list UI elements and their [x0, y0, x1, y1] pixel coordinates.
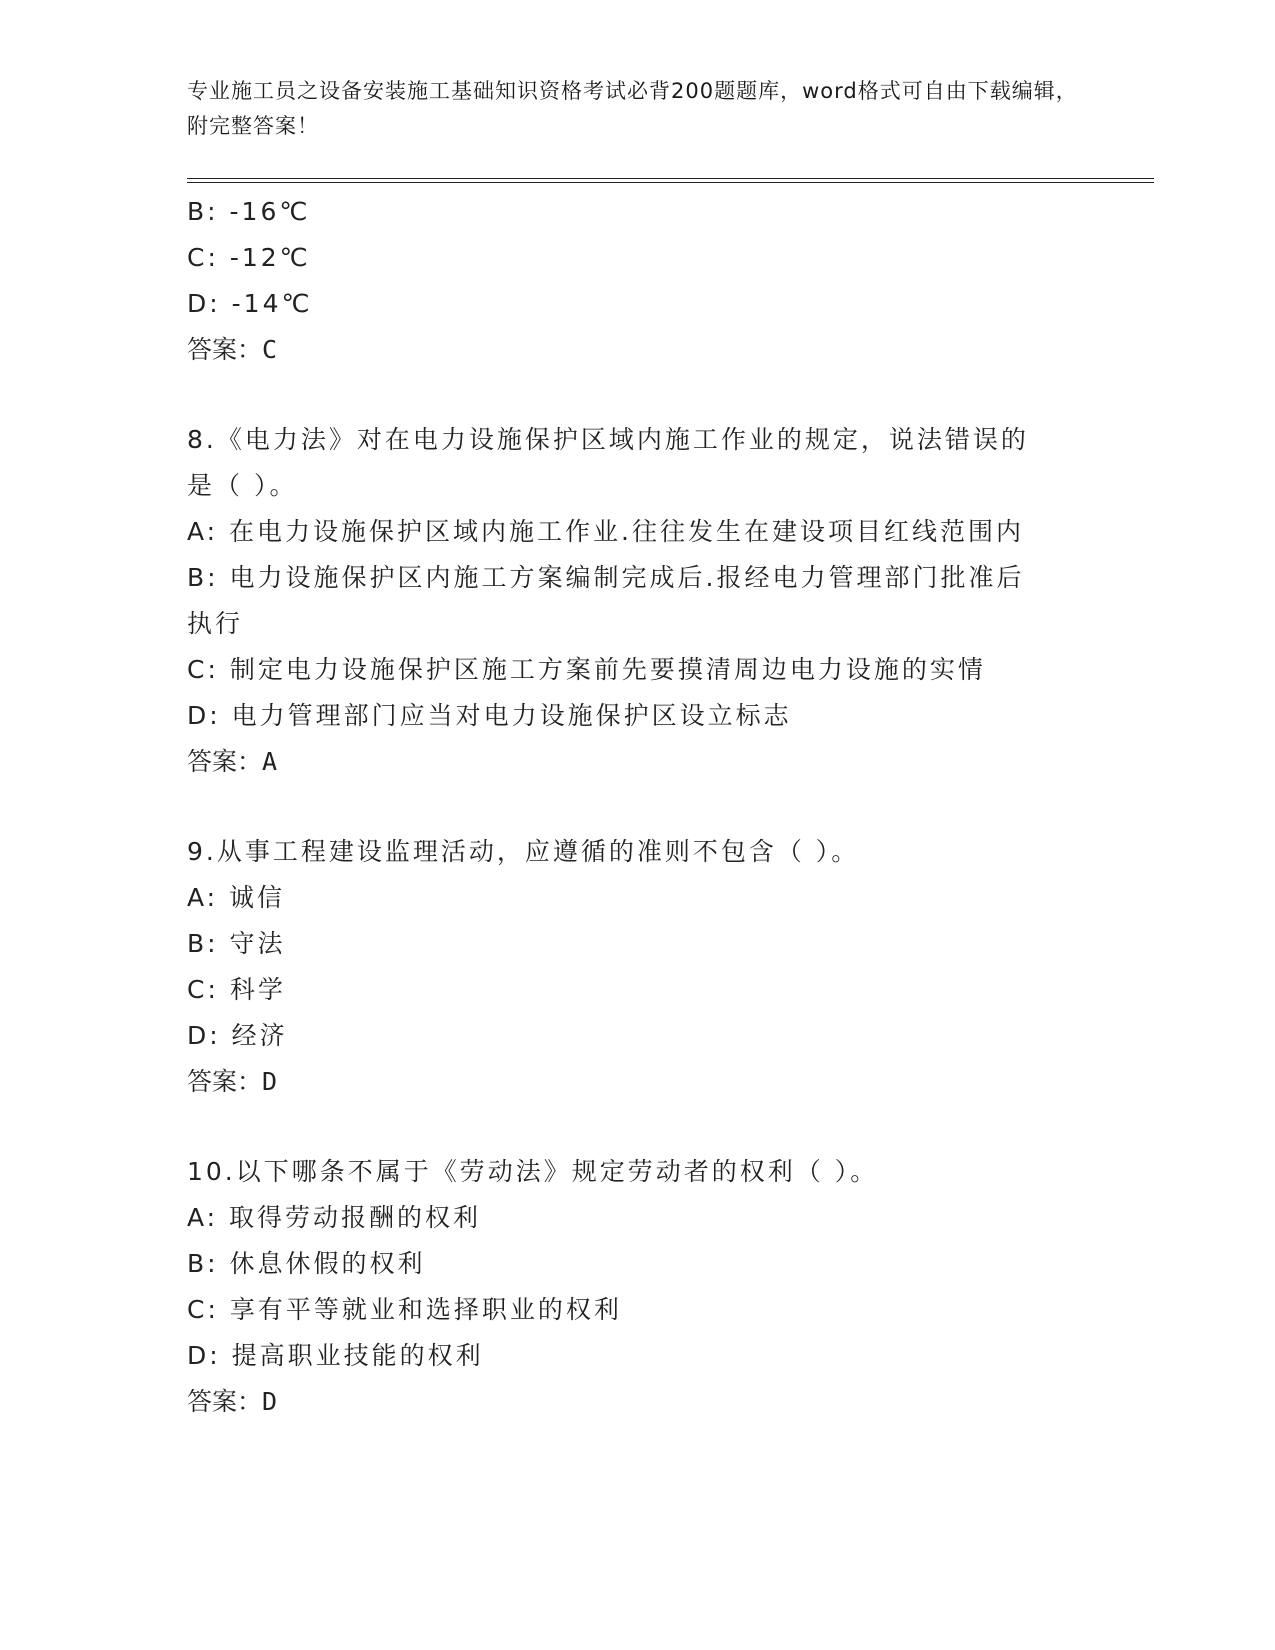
- option-row: [187, 693, 1077, 739]
- option-text: -16℃: [229, 197, 311, 226]
- option-row: [187, 1013, 1077, 1059]
- option-text: 在电力设施保护区域内施工作业.往往发生在建设项目红线范围内: [229, 517, 1024, 546]
- header-title: 专业施工员之设备安装施工基础知识资格考试必背200题题库，word格式可自由下载编辑，附完整答案！: [187, 79, 1078, 138]
- question-8: [187, 417, 1077, 785]
- option-text: 诚信: [229, 883, 286, 912]
- option-text: 取得劳动报酬的权利: [229, 1203, 482, 1232]
- question-10: [187, 1149, 1077, 1425]
- answer-row: [187, 1059, 1077, 1105]
- question-stem-line: 《电力法》对在电力设施保护区域内施工作业的规定，说法错误的: [216, 425, 1029, 454]
- option-text: 制定电力设施保护区施工方案前先要摸清周边电力设施的实情: [229, 655, 986, 684]
- answer-row: [187, 739, 1077, 785]
- option-letter: B:: [187, 929, 219, 958]
- option-row: [187, 967, 1077, 1013]
- option-letter: A:: [187, 1203, 219, 1232]
- option-text: 守法: [229, 929, 286, 958]
- option-text: 提高职业技能的权利: [231, 1341, 484, 1370]
- question-number: 10.: [187, 1157, 236, 1186]
- option-text: 科学: [229, 975, 286, 1004]
- option-row: [187, 1287, 1077, 1333]
- option-row: [187, 281, 1077, 327]
- question-stem: [187, 829, 1077, 875]
- question-stem-line: 从事工程建设监理活动，应遵循的准则不包含（ ）。: [216, 837, 860, 866]
- option-letter: D:: [187, 1341, 221, 1370]
- option-letter: D:: [187, 701, 221, 730]
- option-row: [187, 1333, 1077, 1379]
- option-text: 经济: [231, 1021, 288, 1050]
- option-text: -12℃: [229, 243, 311, 272]
- option-text: 执行: [187, 609, 244, 638]
- option-row: [187, 189, 1077, 235]
- option-letter: C:: [187, 243, 219, 272]
- option-text: -14℃: [231, 289, 313, 318]
- answer-value: D: [262, 1067, 278, 1096]
- answer-value: C: [262, 335, 278, 364]
- answer-label: 答案：: [187, 1387, 263, 1416]
- question-stem-line: 以下哪条不属于《劳动法》规定劳动者的权利（ ）。: [235, 1157, 879, 1186]
- option-row: [187, 875, 1077, 921]
- option-letter: A:: [187, 883, 219, 912]
- document-body: [187, 189, 1077, 1425]
- question-fragment: [187, 189, 1077, 373]
- header-divider: [187, 178, 1154, 183]
- option-row: [187, 1241, 1077, 1287]
- option-letter: B:: [187, 1249, 219, 1278]
- option-letter: C:: [187, 655, 219, 684]
- option-row: [187, 555, 1077, 601]
- answer-label: 答案：: [187, 747, 263, 776]
- option-letter: B:: [187, 563, 219, 592]
- question-stem: [187, 417, 1077, 463]
- question-9: [187, 829, 1077, 1105]
- answer-value: A: [262, 747, 278, 776]
- answer-row: [187, 327, 1077, 373]
- option-text: 休息休假的权利: [229, 1249, 426, 1278]
- option-letter: A:: [187, 517, 219, 546]
- answer-row: [187, 1379, 1077, 1425]
- option-letter: B:: [187, 197, 219, 226]
- document-header: [187, 74, 1087, 144]
- answer-value: D: [262, 1387, 278, 1416]
- option-row: [187, 509, 1077, 555]
- option-text: 享有平等就业和选择职业的权利: [229, 1295, 622, 1324]
- question-number: 9.: [187, 837, 217, 866]
- option-row: [187, 1195, 1077, 1241]
- option-letter: C:: [187, 1295, 219, 1324]
- answer-label: 答案：: [187, 1067, 263, 1096]
- option-letter: D:: [187, 289, 221, 318]
- question-stem: [187, 1149, 1077, 1195]
- question-stem-continued: [187, 463, 1077, 509]
- option-row: [187, 235, 1077, 281]
- answer-label: 答案：: [187, 335, 263, 364]
- option-text: 电力管理部门应当对电力设施保护区设立标志: [231, 701, 792, 730]
- option-row: [187, 647, 1077, 693]
- question-stem-line: 是（ ）。: [187, 471, 298, 500]
- question-number: 8.: [187, 425, 217, 454]
- option-text: 电力设施保护区内施工方案编制完成后.报经电力管理部门批准后: [229, 563, 1025, 592]
- option-letter: C:: [187, 975, 219, 1004]
- option-row: [187, 921, 1077, 967]
- option-text-continued: [187, 601, 1077, 647]
- option-letter: D:: [187, 1021, 221, 1050]
